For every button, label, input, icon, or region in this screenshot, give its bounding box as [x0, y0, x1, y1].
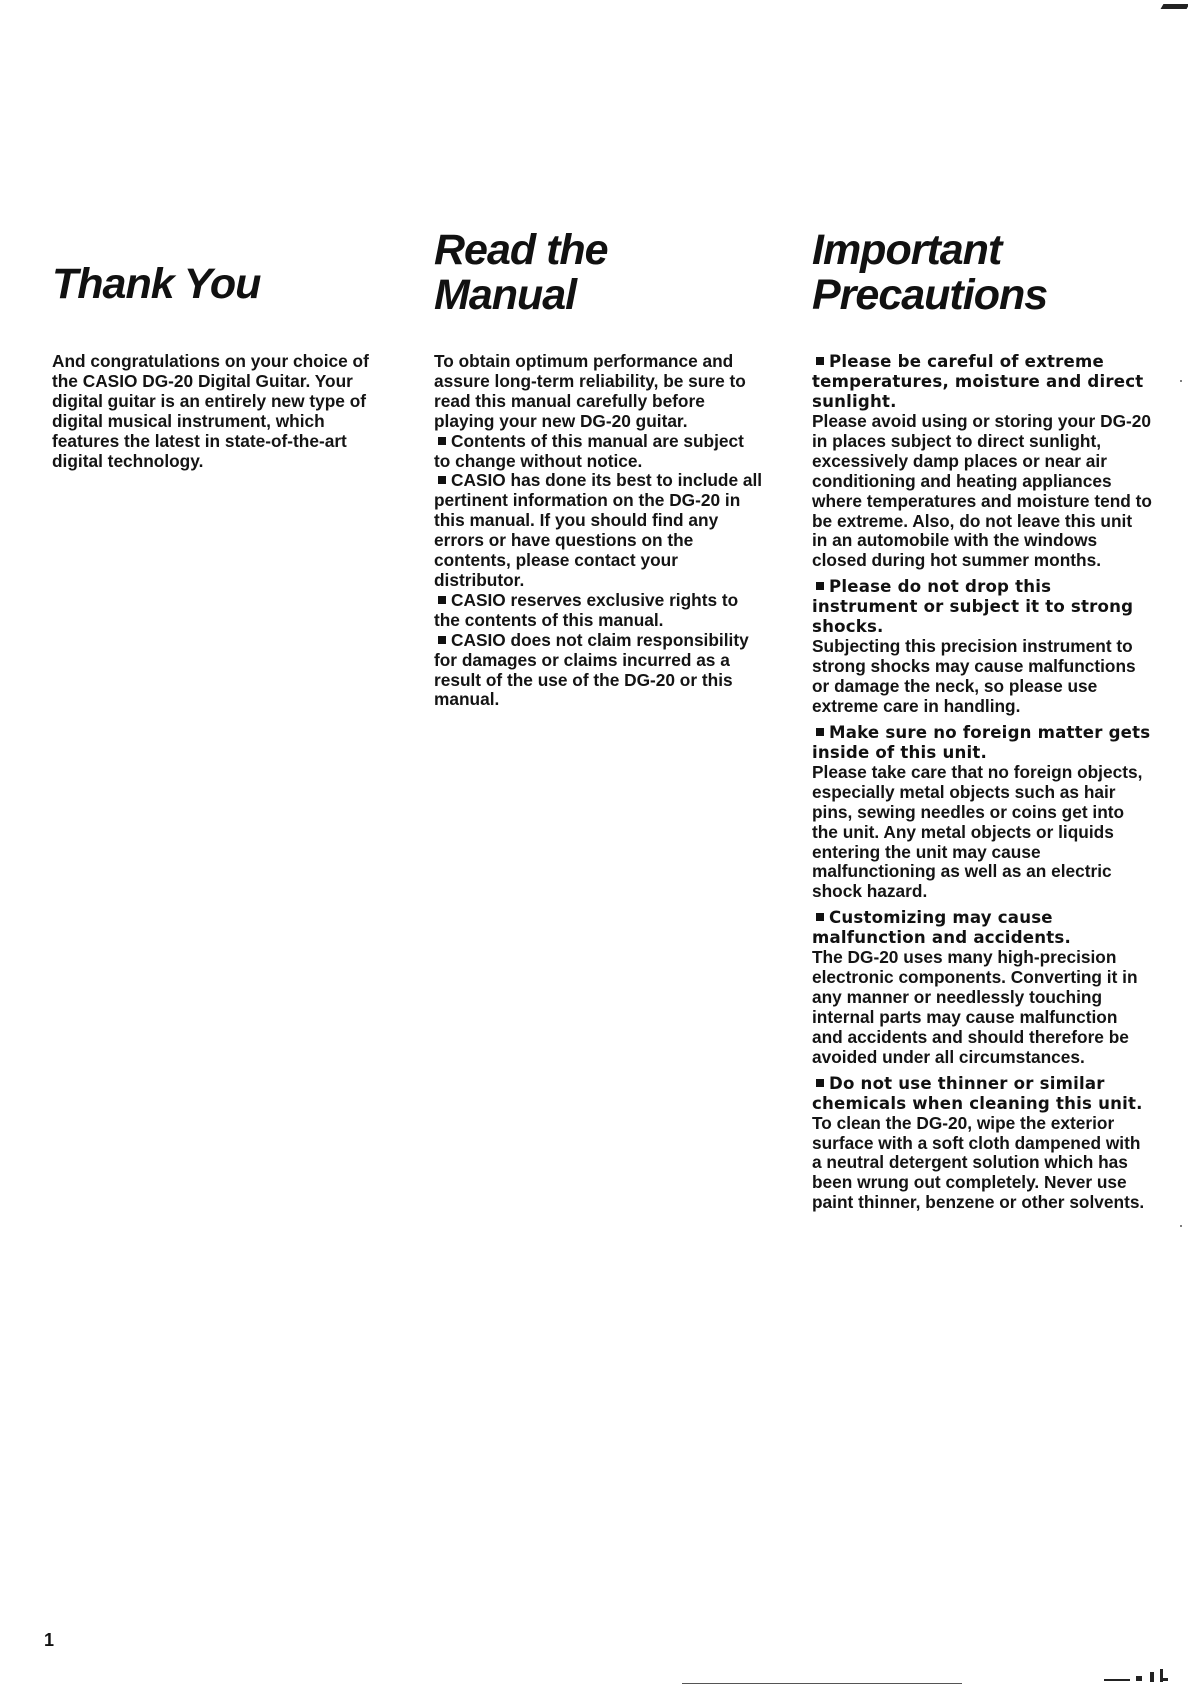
precaution-item: [812, 1074, 1152, 1214]
precaution-title: [812, 352, 1152, 412]
square-bullet-icon: [816, 1079, 824, 1087]
square-bullet-icon: [438, 596, 446, 604]
precautions-heading-line1: Important: [812, 226, 1002, 274]
read-manual-section: [434, 228, 764, 710]
precautions-heading: [812, 228, 1152, 352]
precaution-title-text: Make sure no foreign matter gets inside of this unit.: [812, 722, 1151, 762]
manual-bullet-item: [434, 471, 764, 590]
precaution-item: [812, 723, 1152, 902]
manual-bullet-text: Contents of this manual are subject to change without notice.: [434, 430, 744, 471]
manual-bullet-text: CASIO has done its best to include all pertinent information on the DG-20 in this manual. If you should find any errors or have questions on the contents, please contact your distributor.: [434, 470, 763, 590]
precaution-body: The DG-20 uses many high-precision electronic components. Converting it in any manner or needlessly touching internal parts may cause malfunction and accidents and should therefore be avoided under all circumstances.: [812, 947, 1138, 1067]
manual-bullet-text: CASIO does not claim responsibility for damages or claims incurred as a result of the use of the DG-20 or this manual.: [434, 629, 749, 710]
precaution-item: [812, 577, 1152, 717]
read-manual-heading-line1: Read the: [434, 226, 608, 274]
read-manual-heading-line2: Manual: [434, 271, 577, 319]
square-bullet-icon: [438, 476, 446, 484]
thank-you-heading: Thank You: [52, 260, 261, 308]
precaution-title: [812, 908, 1152, 948]
precaution-title: [812, 1074, 1152, 1114]
precautions-heading-line2: Precautions: [812, 271, 1048, 319]
precautions-section: [812, 228, 1152, 1219]
thank-you-section: [52, 262, 372, 471]
scan-footer-marks-icon: [1104, 1668, 1174, 1684]
manual-bullet-text: CASIO reserves exclusive rights to the contents of this manual.: [434, 589, 739, 630]
precaution-title-text: Do not use thinner or similar chemicals when cleaning this unit.: [812, 1073, 1143, 1113]
square-bullet-icon: [816, 357, 824, 365]
square-bullet-icon: [816, 913, 824, 921]
manual-bullet-item: [434, 631, 764, 711]
precaution-body: Please avoid using or storing your DG-20 in places subject to direct sunlight, excessively damp places or near air conditioning and heating appliances where temperatures and moisture tend to be extreme. Also, do not leave this unit in an automobile with the windows closed during hot summer months.: [812, 411, 1152, 571]
precaution-title: [812, 723, 1152, 763]
precaution-title-text: Customizing may cause malfunction and accidents.: [812, 908, 1071, 948]
square-bullet-icon: [438, 636, 446, 644]
page-number: 1: [44, 1630, 55, 1650]
manual-bullet-item: [434, 591, 764, 631]
manual-bullet-item: [434, 432, 764, 472]
square-bullet-icon: [816, 582, 824, 590]
scan-speck: [1180, 1225, 1182, 1227]
precaution-body: To clean the DG-20, wipe the exterior surface with a soft cloth dampened with a neutral detergent solution which has been wrung out completely. Never use paint thinner, benzene or other solvents.: [812, 1112, 1145, 1213]
precaution-item: [812, 352, 1152, 571]
precaution-title-text: Please be careful of extreme temperatures, moisture and direct sunlight.: [812, 352, 1144, 411]
square-bullet-icon: [438, 437, 446, 445]
precaution-item: [812, 908, 1152, 1067]
precaution-title-text: Please do not drop this instrument or subject it to strong shocks.: [812, 577, 1134, 637]
square-bullet-icon: [816, 728, 824, 736]
scan-footer-rule: [682, 1683, 962, 1684]
read-manual-intro: To obtain optimum performance and assure long-term reliability, be sure to read this manual carefully before playing your new DG-20 guitar.: [434, 351, 746, 431]
precaution-body: Please take care that no foreign objects, especially metal objects such as hair pins, sewing needles or coins get into the unit. Any metal objects or liquids entering the unit may cause malfunctioning as well as an electric shock hazard.: [812, 761, 1143, 902]
thank-you-body: And congratulations on your choice of the CASIO DG-20 Digital Guitar. Your digital guitar is an entirely new type of digital musical instrument, which features the latest in state-of-the-art digital technology.: [52, 351, 369, 471]
precaution-title: [812, 577, 1152, 637]
precaution-body: Subjecting this precision instrument to strong shocks may cause malfunctions or damage the neck, so please use extreme care in handling.: [812, 636, 1136, 716]
scan-speck: [1180, 380, 1182, 382]
scan-mark-top-right: [1161, 4, 1188, 9]
read-manual-heading: [434, 228, 764, 352]
